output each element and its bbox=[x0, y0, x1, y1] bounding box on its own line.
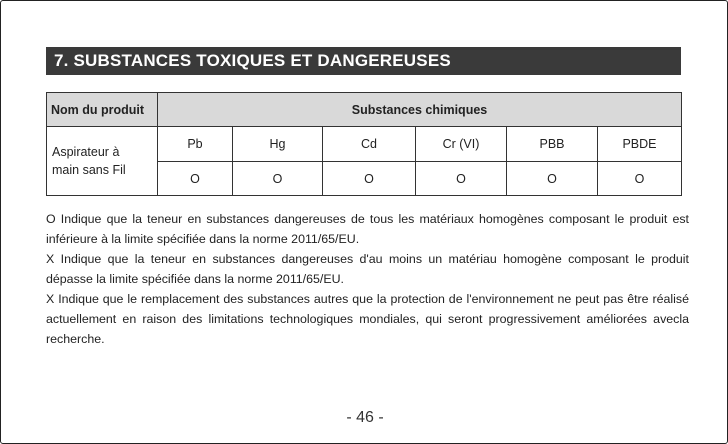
notes-block bbox=[46, 209, 689, 349]
table-header-row bbox=[47, 93, 682, 127]
section-title: 7. SUBSTANCES TOXIQUES ET DANGEREUSES bbox=[46, 47, 681, 75]
substances-table bbox=[46, 92, 682, 196]
value-cell-pbb: O bbox=[507, 162, 598, 196]
symbol-cell-pbb: PBB bbox=[507, 127, 598, 162]
value-cell-pb: O bbox=[158, 162, 233, 196]
symbol-cell-pbde: PBDE bbox=[598, 127, 682, 162]
value-cell-cd: O bbox=[323, 162, 416, 196]
note-paragraph: X Indique que la teneur en substances dangereuses d'au moins un matériau homogène composant le produit dépasse la limite spécifiée dans la norme 2011/65/EU. bbox=[46, 252, 689, 286]
symbol-cell-cr-vi: Cr (VI) bbox=[416, 127, 507, 162]
value-cell-pbde: O bbox=[598, 162, 682, 196]
symbol-cell-cd: Cd bbox=[323, 127, 416, 162]
product-name-cell bbox=[47, 127, 158, 196]
note-paragraph: O Indique que la teneur en substances dangereuses de tous les matériaux homogènes composant le produit est inférieure à la limite spécifiée dans la norme 2011/65/EU. bbox=[46, 212, 689, 246]
value-cell-cr-vi: O bbox=[416, 162, 507, 196]
header-product-name: Nom du produit bbox=[47, 93, 158, 127]
page-number: - 46 - bbox=[346, 409, 384, 426]
product-name-line: Aspirateur à bbox=[52, 145, 120, 159]
symbol-cell-pb: Pb bbox=[158, 127, 233, 162]
header-chemical-substances: Substances chimiques bbox=[158, 93, 682, 127]
symbol-cell-hg: Hg bbox=[233, 127, 323, 162]
value-cell-hg: O bbox=[233, 162, 323, 196]
note-paragraph: X Indique que le remplacement des substances autres que la protection de l'environnement ne peut pas être réalisé actuellement en raison des limitations technologiques mondiales, qui seront progressivement améliorées avecla recherche. bbox=[46, 292, 689, 346]
table-symbols-row bbox=[47, 127, 682, 162]
product-name-line: main sans Fil bbox=[52, 163, 126, 177]
